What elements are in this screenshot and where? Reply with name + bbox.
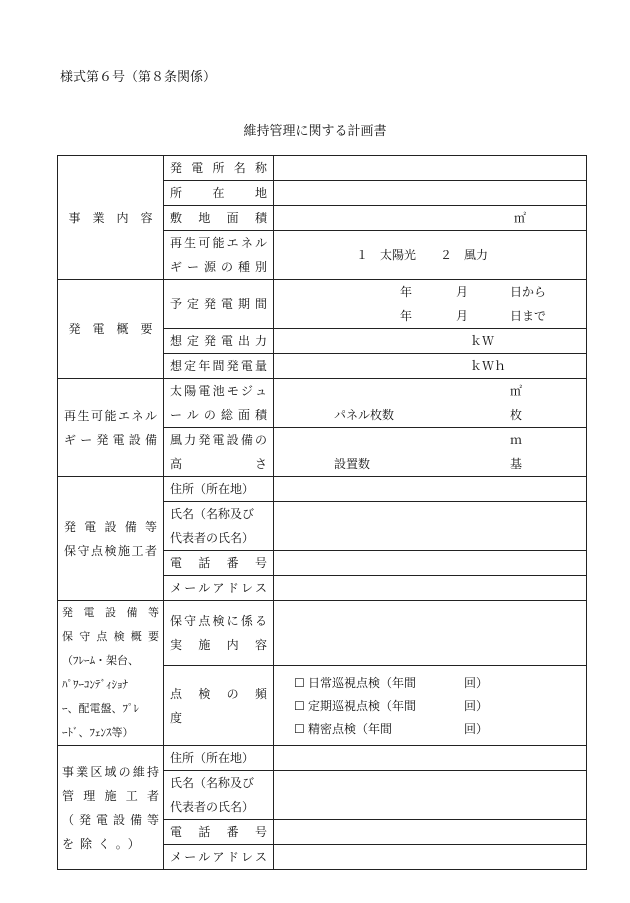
section-overview <box>58 280 164 379</box>
checkbox-icon: ☐ <box>294 676 305 691</box>
section-inspection-label-6: ｰﾄﾞ、ﾌｪﾝｽ等） <box>62 726 134 739</box>
section-business <box>58 156 164 280</box>
label-site-area: 敷 地 面 積 <box>164 206 274 231</box>
section-equipment-label-2: ギー発電設備 <box>64 432 157 447</box>
count-label: 設置数 <box>334 457 371 471</box>
value-output[interactable] <box>274 329 587 354</box>
section-site-label-2: 管理施工者 <box>62 788 159 803</box>
section-inspection <box>58 601 164 746</box>
panel-unit: 枚 <box>510 408 523 422</box>
row-plant-name <box>58 156 587 181</box>
section-site-label-1: 事業区域の維持 <box>62 764 159 779</box>
section-business-label: 事 業 内 容 <box>68 210 153 225</box>
label-solar: 太陽電池モジュ ールの総面積 <box>164 379 274 428</box>
value-site-address[interactable] <box>274 746 587 771</box>
section-inspection-label-4: ﾊﾟﾜｰｺﾝﾃﾞｨｼｮﾅ <box>62 678 128 691</box>
form-number: 様式第６号（第８条関係） <box>60 70 217 85</box>
label-annual: 想定年間発電量 <box>164 354 274 379</box>
section-inspection-label-2: 保守点検概要 <box>62 630 159 643</box>
value-energy-type[interactable] <box>274 231 587 280</box>
label-site-name: 氏名（名称及び 代表者の氏名） <box>164 771 274 820</box>
section-inspection-label-1: 発電設備等 <box>62 606 159 619</box>
panel-label: パネル枚数 <box>334 408 395 422</box>
label-period: 予定発電期間 <box>164 280 274 329</box>
label-maint-phone: 電 話 番 号 <box>164 551 274 576</box>
label-site-phone: 電 話 番 号 <box>164 820 274 845</box>
row-content <box>58 601 587 666</box>
value-site-name[interactable] <box>274 771 587 820</box>
label-site-address: 住所（所在地） <box>164 746 274 771</box>
row-site-address <box>58 746 587 771</box>
label-plant-name: 発電所名称 <box>164 156 274 181</box>
count-unit: 基 <box>510 457 523 471</box>
value-site-email[interactable] <box>274 845 587 870</box>
section-site-label-4: を除く。） <box>62 836 146 851</box>
section-inspection-label-3: （ﾌﾚｰﾑ・架台、 <box>62 654 139 667</box>
label-output: 想定発電出力 <box>164 329 274 354</box>
value-location[interactable] <box>274 181 587 206</box>
value-frequency <box>274 666 587 746</box>
section-equipment <box>58 379 164 477</box>
section-site-label-3: （発電設備等 <box>62 812 159 827</box>
value-site-area[interactable] <box>274 206 587 231</box>
checkbox-icon: ☐ <box>294 699 305 714</box>
check-daily[interactable]: ☐ 日常巡視点検（年間 回） <box>274 671 586 694</box>
label-location: 所 在 地 <box>164 181 274 206</box>
value-maint-email[interactable] <box>274 576 587 601</box>
solar-unit: ㎡ <box>510 384 523 398</box>
row-solar <box>58 379 587 428</box>
label-site-email: メールアドレス <box>164 845 274 870</box>
value-annual[interactable] <box>274 354 587 379</box>
section-overview-label: 発 電 概 要 <box>68 322 153 336</box>
section-maintainer-label-2: 保守点検施工者 <box>64 543 157 558</box>
section-equipment-label-1: 再生可能エネル <box>64 408 157 423</box>
label-frequency: 点 検 の 頻 度 <box>164 666 274 746</box>
value-period[interactable]: 年 月 日から 年 月 日まで <box>274 280 587 329</box>
label-wind: 風力発電設備の 高 さ <box>164 428 274 477</box>
annual-unit: ｋＷｈ <box>470 359 507 373</box>
value-content[interactable] <box>274 601 587 666</box>
plan-table <box>57 155 587 870</box>
area-unit: ㎡ <box>513 211 526 225</box>
label-content: 保守点検に係る 実 施 内 容 <box>164 601 274 666</box>
output-unit: ｋＷ <box>470 334 495 348</box>
check-periodic[interactable]: ☐ 定期巡視点検（年間 回） <box>274 694 586 717</box>
value-maint-name[interactable] <box>274 502 587 551</box>
document-title: 維持管理に関する計画書 <box>243 124 387 139</box>
section-inspection-label-5: ｰ、配電盤、ﾌﾟﾚ <box>62 702 139 715</box>
row-period <box>58 280 587 329</box>
row-maint-address <box>58 477 587 502</box>
label-energy-type: 再生可能エネル ギー源の種別 <box>164 231 274 280</box>
check-detailed[interactable]: ☐ 精密点検（年間 回） <box>274 717 586 740</box>
wind-unit: ｍ <box>510 433 523 447</box>
energy-options: １ 太陽光 ２ 風力 <box>356 248 489 262</box>
value-plant-name[interactable] <box>274 156 587 181</box>
section-maintainer <box>58 477 164 601</box>
value-site-phone[interactable] <box>274 820 587 845</box>
value-wind[interactable] <box>274 428 587 477</box>
value-maint-address[interactable] <box>274 477 587 502</box>
section-site-maintainer <box>58 746 164 870</box>
value-solar[interactable] <box>274 379 587 428</box>
value-maint-phone[interactable] <box>274 551 587 576</box>
section-maintainer-label-1: 発電設備等 <box>64 519 157 534</box>
label-maint-address: 住所（所在地） <box>164 477 274 502</box>
label-maint-name: 氏名（名称及び 代表者の氏名） <box>164 502 274 551</box>
checkbox-icon: ☐ <box>294 722 305 737</box>
label-maint-email: メールアドレス <box>164 576 274 601</box>
